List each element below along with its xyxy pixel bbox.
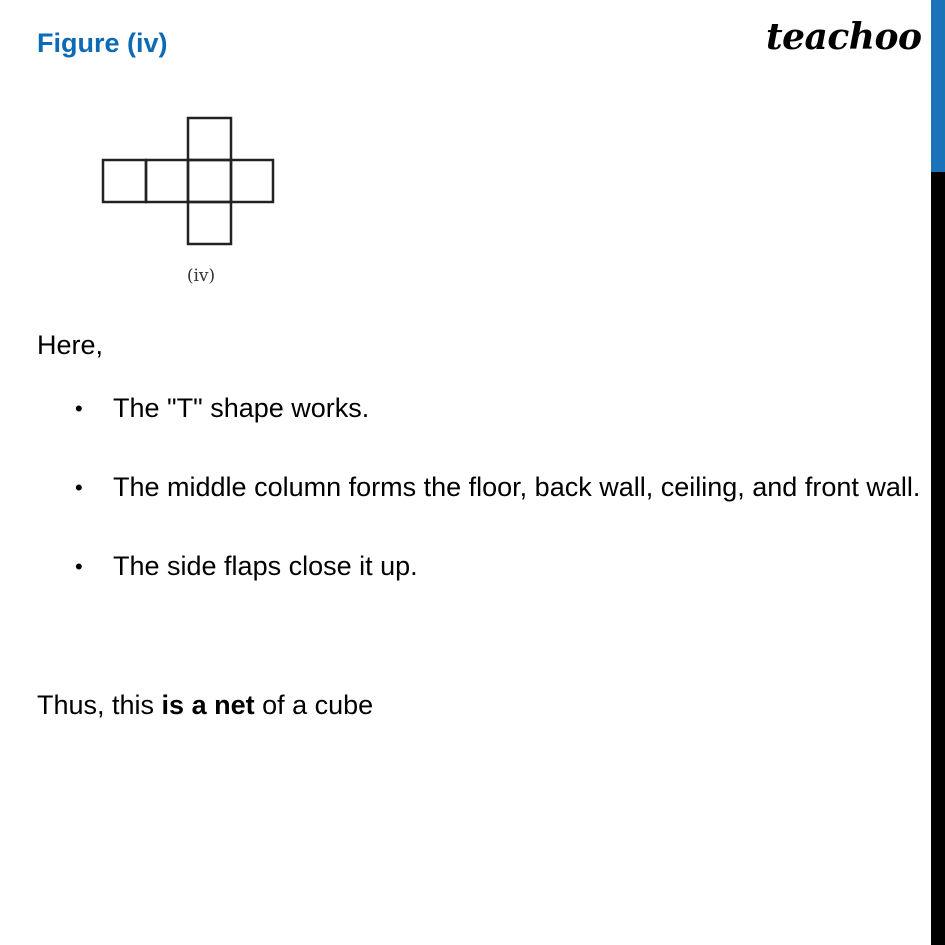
bullet-text: • The middle column forms the floor, back wall, ceiling, and front wall. — [113, 472, 921, 502]
cube-net-figure — [95, 110, 285, 290]
bullet-item — [70, 459, 933, 516]
bullet-text: • The "T" shape works. — [113, 393, 370, 423]
teachoo-logo: teachoo — [766, 16, 922, 58]
conclusion-after: of a cube — [254, 690, 374, 720]
bullet-item — [70, 380, 931, 437]
scrollbar-thumb[interactable] — [931, 0, 945, 172]
net-square-top — [188, 118, 231, 160]
conclusion-before: Thus, this — [37, 690, 162, 720]
net-square-left-inner — [146, 160, 188, 202]
bullet-list — [70, 393, 931, 630]
page-title: Figure (iv) — [37, 28, 168, 58]
conclusion-bold: is a net — [161, 690, 255, 720]
conclusion-text — [37, 690, 373, 720]
net-square-right — [231, 160, 273, 202]
intro-text: Here, — [37, 330, 104, 360]
bullet-item — [70, 538, 931, 595]
net-square-left-outer — [103, 160, 146, 202]
figure-caption: (iv) — [186, 266, 216, 286]
net-square-center — [188, 160, 231, 202]
net-square-bottom — [188, 202, 231, 244]
bullet-text: • The side flaps close it up. — [113, 551, 418, 581]
